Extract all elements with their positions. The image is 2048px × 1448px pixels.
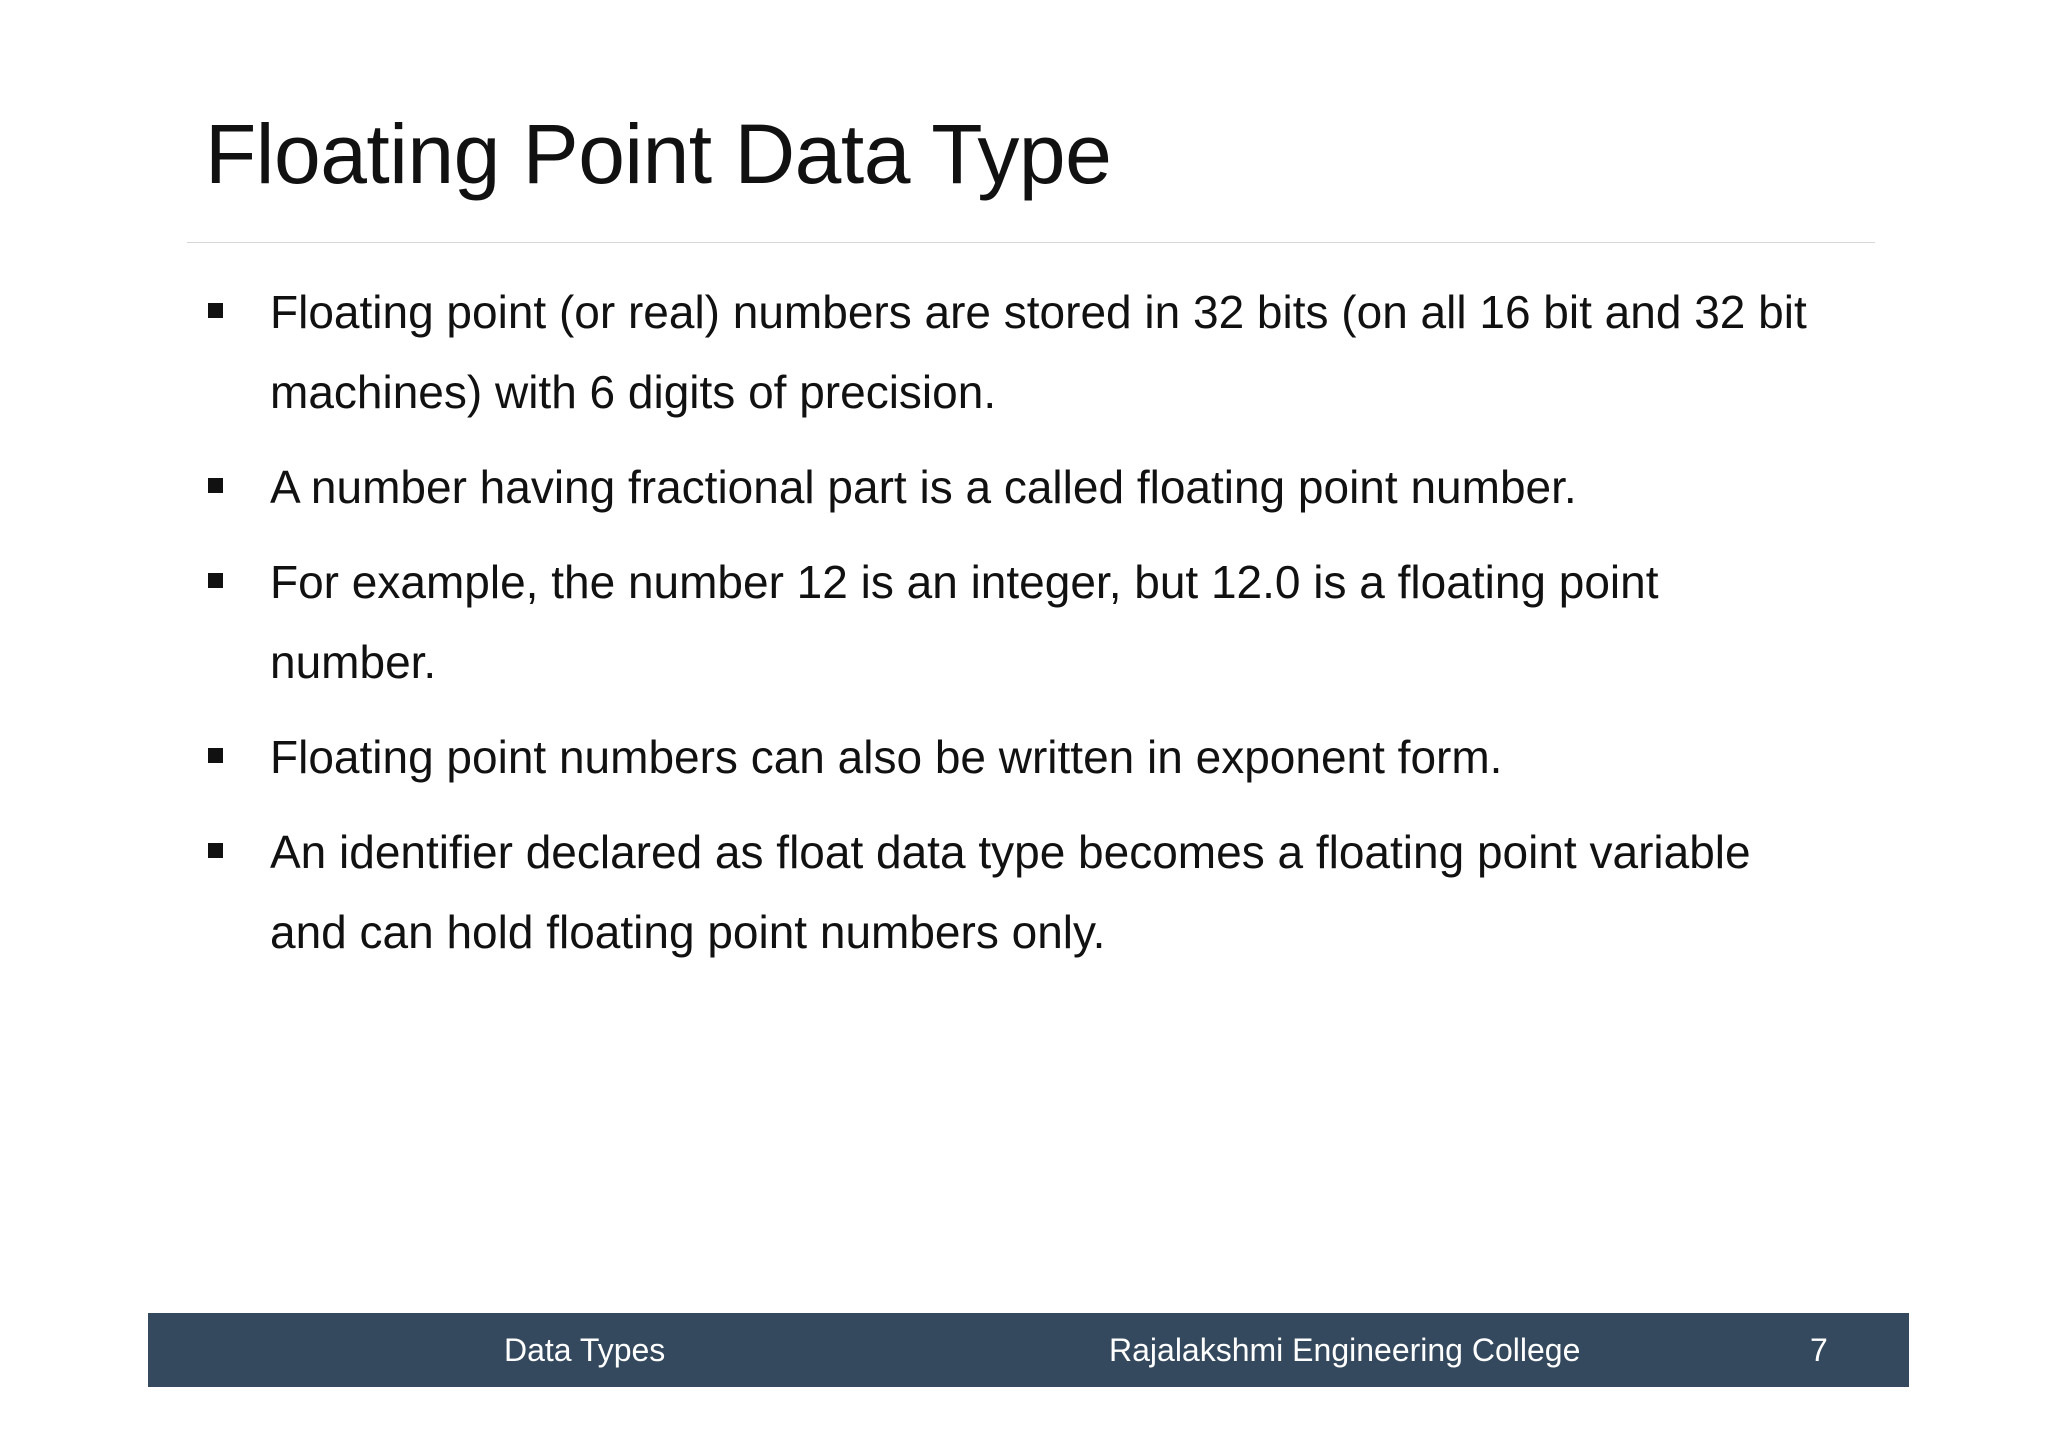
footer-topic: Data Types xyxy=(504,1332,666,1368)
slide-title: Floating Point Data Type xyxy=(205,107,1112,201)
bullet-item xyxy=(270,447,1830,527)
bullet-text: Floating point numbers can also be written in exponent form. xyxy=(270,731,1503,783)
square-bullet-icon xyxy=(208,573,223,588)
bullet-item xyxy=(270,812,1830,972)
square-bullet-icon xyxy=(208,843,223,858)
title-divider xyxy=(187,242,1875,243)
bullet-text: For example, the number 12 is an integer, but 12.0 is a floating point number. xyxy=(270,556,1659,688)
bullet-item xyxy=(270,542,1830,702)
bullet-item xyxy=(270,272,1830,432)
page-number: 7 xyxy=(1810,1332,1828,1368)
bullet-text: A number having fractional part is a called floating point number. xyxy=(270,461,1577,513)
bullet-item xyxy=(270,717,1830,797)
square-bullet-icon xyxy=(208,478,223,493)
square-bullet-icon xyxy=(208,748,223,763)
bullet-text: An identifier declared as float data type becomes a floating point variable and can hold floating point numbers only. xyxy=(270,826,1751,958)
bullet-text: Floating point (or real) numbers are stored in 32 bits (on all 16 bit and 32 bit machines) with 6 digits of precision. xyxy=(270,286,1807,418)
footer-college-name: Rajalakshmi Engineering College xyxy=(1109,1332,1581,1368)
slide-footer xyxy=(148,1313,1909,1387)
square-bullet-icon xyxy=(208,303,223,318)
